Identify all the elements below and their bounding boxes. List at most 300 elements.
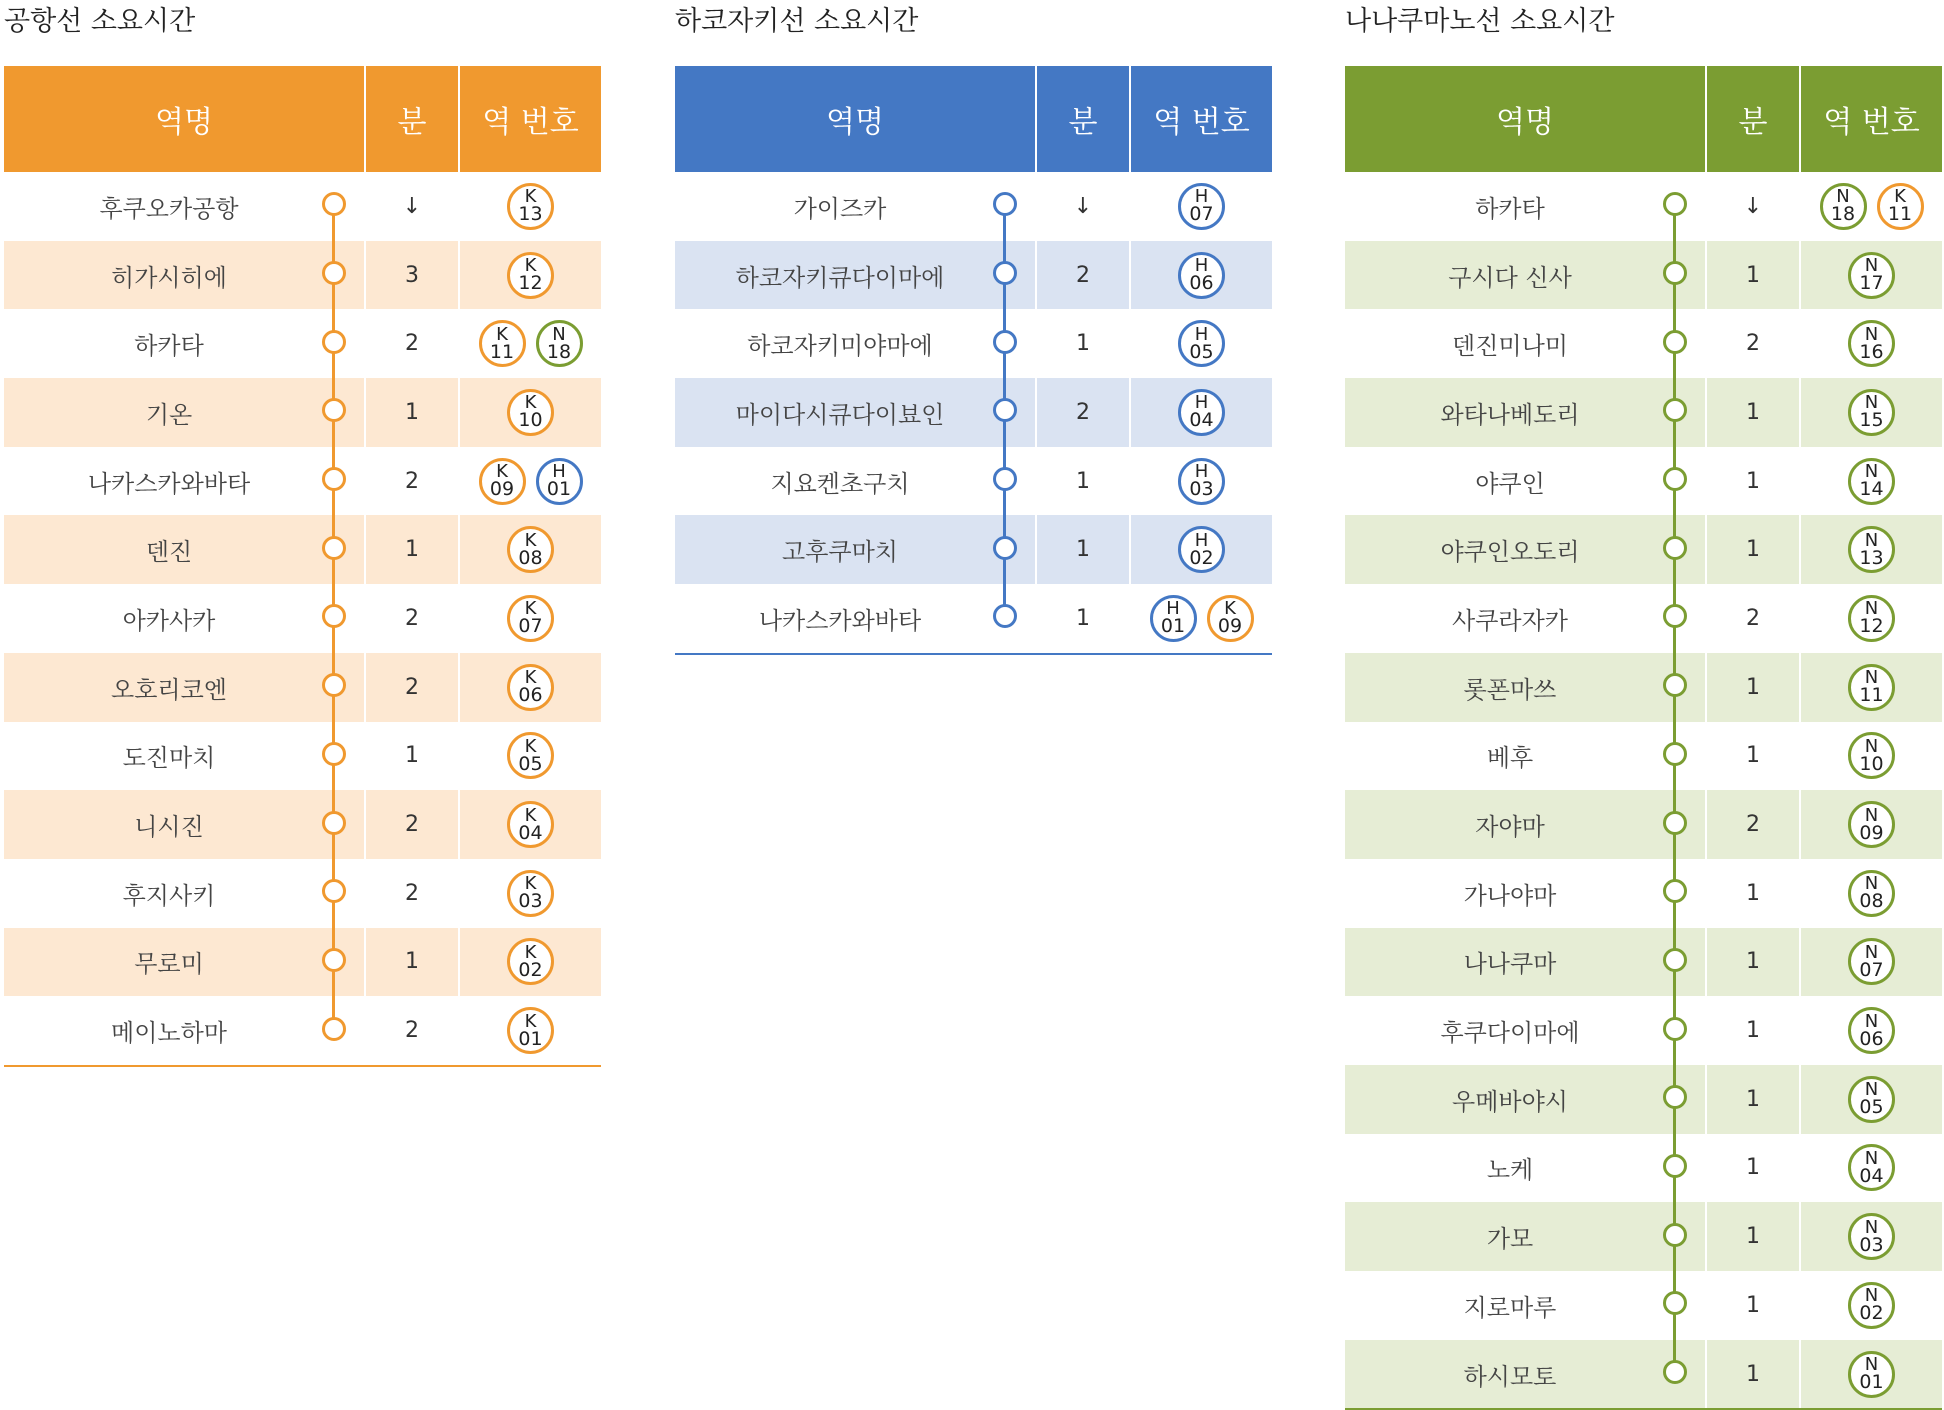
station-code-badge xyxy=(1848,1076,1895,1123)
station-node-icon xyxy=(993,467,1017,491)
station-cell xyxy=(1345,859,1707,928)
travel-time-table xyxy=(1345,66,1942,1410)
table-bottom-border xyxy=(4,1065,601,1067)
station-number-cell xyxy=(1801,515,1942,584)
station-node-icon xyxy=(1663,1085,1687,1109)
station-number-cell xyxy=(1801,309,1942,378)
station-cell xyxy=(4,653,366,722)
minutes-cell: 1 xyxy=(1037,515,1131,584)
station-code-badge xyxy=(1848,320,1895,367)
station-code-badge xyxy=(507,870,554,917)
table-row xyxy=(1345,584,1942,653)
station-number-cell xyxy=(1801,928,1942,997)
station-number-cell xyxy=(460,653,601,722)
badge-line-letter: N xyxy=(1864,255,1879,277)
station-number-cell xyxy=(460,378,601,447)
table-row xyxy=(4,172,601,241)
badge-line-letter: H xyxy=(1194,186,1209,208)
station-code-badge xyxy=(479,320,526,367)
badge-line-letter: K xyxy=(524,529,537,551)
station-name: 하코자키큐다이마에 xyxy=(735,263,945,292)
minutes-cell: 2 xyxy=(366,309,460,378)
badge-line-letter: K xyxy=(524,873,537,895)
station-code-badge xyxy=(536,320,583,367)
station-code-badge xyxy=(536,458,583,505)
minutes-cell: 2 xyxy=(1037,241,1131,310)
badge-line-letter: H xyxy=(1194,461,1209,483)
station-code-badge xyxy=(1820,183,1867,230)
header-minutes: 분 xyxy=(1707,66,1801,172)
station-number-cell xyxy=(460,241,601,310)
minutes-cell: 1 xyxy=(1707,515,1801,584)
station-number-cell xyxy=(460,447,601,516)
station-node-icon xyxy=(1663,536,1687,560)
badge-line-letter: N xyxy=(1864,873,1879,895)
station-name: 히가시히에 xyxy=(111,263,227,292)
station-cell xyxy=(1345,722,1707,791)
badge-line-letter: K xyxy=(524,255,537,277)
header-station-name: 역명 xyxy=(675,66,1037,172)
station-node-icon xyxy=(993,536,1017,560)
station-code-badge xyxy=(507,526,554,573)
station-rows xyxy=(4,172,601,1065)
minutes-cell: 1 xyxy=(1707,1065,1801,1134)
badge-station-number: 08 xyxy=(518,546,543,569)
minutes-cell: 1 xyxy=(1707,1340,1801,1409)
station-number-cell xyxy=(1801,1271,1942,1340)
station-node-icon xyxy=(1663,948,1687,972)
minutes-cell: 1 xyxy=(366,722,460,791)
station-cell xyxy=(4,172,366,241)
station-number-cell xyxy=(1131,515,1272,584)
station-number-cell xyxy=(460,928,601,997)
badge-line-letter: H xyxy=(1166,598,1180,620)
table-row xyxy=(1345,928,1942,997)
badge-station-number: 09 xyxy=(1217,615,1243,638)
table-row xyxy=(4,996,601,1065)
badge-station-number: 12 xyxy=(1859,615,1884,638)
station-cell xyxy=(675,172,1037,241)
header-minutes: 분 xyxy=(1037,66,1131,172)
station-code-badge xyxy=(1848,1007,1895,1054)
minutes-cell: 1 xyxy=(1707,722,1801,791)
badge-line-letter: K xyxy=(524,598,537,620)
table-row xyxy=(675,447,1272,516)
station-name: 와타나베도리 xyxy=(1440,400,1580,429)
badge-station-number: 06 xyxy=(518,684,543,707)
station-cell xyxy=(1345,1271,1707,1340)
minutes-cell: 1 xyxy=(1707,447,1801,516)
station-cell xyxy=(1345,309,1707,378)
header-station-name: 역명 xyxy=(1345,66,1707,172)
station-cell xyxy=(1345,172,1707,241)
station-cell xyxy=(675,378,1037,447)
minutes-cell: 2 xyxy=(366,653,460,722)
table-row xyxy=(1345,309,1942,378)
station-name: 하카타 xyxy=(1475,194,1545,223)
table-row xyxy=(1345,1271,1942,1340)
station-node-icon xyxy=(1663,604,1687,628)
table-row xyxy=(1345,1340,1942,1409)
station-code-badge xyxy=(1848,870,1895,917)
table-row xyxy=(4,859,601,928)
station-node-icon xyxy=(322,811,346,835)
station-node-icon xyxy=(322,604,346,628)
station-name: 가모 xyxy=(1486,1225,1534,1254)
station-cell xyxy=(675,447,1037,516)
badge-station-number: 05 xyxy=(518,752,543,775)
minutes-cell: 2 xyxy=(366,584,460,653)
panel-title: 공항선 소요시간 xyxy=(4,6,196,37)
badge-line-letter: N xyxy=(1864,392,1879,414)
header-station-number: 역 번호 xyxy=(1823,105,1920,140)
table-header xyxy=(675,66,1272,172)
badge-line-letter: N xyxy=(1864,598,1879,620)
station-code-badge xyxy=(1848,526,1895,573)
badge-station-number: 11 xyxy=(1859,684,1884,707)
station-name: 하코자키미야마에 xyxy=(747,332,933,361)
station-cell xyxy=(4,309,366,378)
station-node-icon xyxy=(322,536,346,560)
header-station-number: 역 번호 xyxy=(1153,105,1250,140)
badge-station-number: 07 xyxy=(518,615,543,638)
station-node-icon xyxy=(322,1017,346,1041)
minutes-cell: 1 xyxy=(1707,1202,1801,1271)
station-number-cell xyxy=(1801,722,1942,791)
station-node-icon xyxy=(1663,330,1687,354)
station-node-icon xyxy=(322,879,346,903)
station-cell xyxy=(1345,378,1707,447)
station-name: 노케 xyxy=(1486,1156,1534,1185)
station-cell xyxy=(4,790,366,859)
table-row xyxy=(1345,859,1942,928)
badge-line-letter: H xyxy=(552,461,566,483)
table-row xyxy=(1345,378,1942,447)
station-node-icon xyxy=(1663,742,1687,766)
station-node-icon xyxy=(1663,1360,1687,1384)
station-cell xyxy=(1345,928,1707,997)
badge-line-letter: N xyxy=(1864,1216,1879,1238)
station-code-badge xyxy=(1178,183,1225,230)
badge-line-letter: N xyxy=(1864,941,1879,963)
station-number-cell xyxy=(1131,241,1272,310)
station-name: 고후쿠마치 xyxy=(782,538,898,567)
badge-station-number: 17 xyxy=(1859,272,1884,295)
station-cell xyxy=(4,515,366,584)
badge-line-letter: K xyxy=(524,804,537,826)
station-name: 나나쿠마 xyxy=(1463,950,1557,979)
badge-line-letter: K xyxy=(496,461,508,483)
minutes-cell: 1 xyxy=(1707,653,1801,722)
station-number-cell xyxy=(1801,1065,1942,1134)
travel-time-table xyxy=(675,66,1272,655)
minutes-cell: 2 xyxy=(366,859,460,928)
minutes-cell: ↓ xyxy=(1707,172,1801,241)
station-code-badge xyxy=(1848,1351,1895,1398)
station-code-badge xyxy=(1207,595,1254,642)
table-row xyxy=(1345,172,1942,241)
station-name: 메이노하마 xyxy=(111,1019,227,1048)
table-row xyxy=(1345,1134,1942,1203)
station-cell xyxy=(4,378,366,447)
station-name: 사쿠라자카 xyxy=(1452,606,1568,635)
badge-station-number: 10 xyxy=(518,409,543,432)
station-cell xyxy=(675,515,1037,584)
station-cell xyxy=(1345,515,1707,584)
badge-line-letter: N xyxy=(552,323,566,345)
station-rows xyxy=(1345,172,1942,1408)
station-code-badge xyxy=(1178,389,1225,436)
station-node-icon xyxy=(993,192,1017,216)
station-node-icon xyxy=(993,604,1017,628)
badge-station-number: 09 xyxy=(489,478,515,501)
station-number-cell xyxy=(1801,1202,1942,1271)
badge-line-letter: N xyxy=(1864,1079,1879,1101)
station-code-badge xyxy=(1848,801,1895,848)
badge-station-number: 04 xyxy=(518,821,543,844)
table-header xyxy=(1345,66,1942,172)
minutes-cell: 2 xyxy=(366,996,460,1065)
table-row xyxy=(4,722,601,791)
table-row xyxy=(675,241,1272,310)
station-code-badge xyxy=(507,732,554,779)
minutes-cell: 1 xyxy=(1037,584,1131,653)
table-row xyxy=(4,378,601,447)
station-node-icon xyxy=(1663,398,1687,422)
table-row xyxy=(4,790,601,859)
station-number-cell xyxy=(1801,996,1942,1065)
station-number-cell xyxy=(1131,172,1272,241)
station-name: 지로마루 xyxy=(1463,1293,1557,1322)
table-bottom-border xyxy=(675,653,1272,655)
table-row xyxy=(1345,653,1942,722)
station-number-cell xyxy=(1801,447,1942,516)
badge-station-number: 13 xyxy=(518,203,543,226)
table-row xyxy=(1345,1202,1942,1271)
hakozaki-line-panel xyxy=(675,0,1272,655)
table-row xyxy=(4,928,601,997)
station-cell xyxy=(1345,1340,1707,1409)
badge-station-number: 02 xyxy=(518,958,543,981)
station-node-icon xyxy=(993,261,1017,285)
badge-station-number: 04 xyxy=(1189,409,1214,432)
badge-station-number: 01 xyxy=(546,478,572,501)
station-name: 하카타 xyxy=(134,332,204,361)
badge-line-letter: N xyxy=(1864,804,1879,826)
station-name: 후지사키 xyxy=(122,881,216,910)
station-cell xyxy=(4,928,366,997)
badge-line-letter: H xyxy=(1194,323,1209,345)
badge-line-letter: K xyxy=(524,392,537,414)
badge-line-letter: K xyxy=(524,667,537,689)
station-node-icon xyxy=(322,192,346,216)
travel-time-table xyxy=(4,66,601,1067)
station-cell xyxy=(1345,1065,1707,1134)
station-number-cell xyxy=(460,172,601,241)
badge-station-number: 13 xyxy=(1859,546,1884,569)
minutes-cell: 1 xyxy=(1707,928,1801,997)
station-cell xyxy=(4,722,366,791)
table-row xyxy=(4,584,601,653)
station-code-badge xyxy=(507,938,554,985)
badge-station-number: 06 xyxy=(1189,272,1214,295)
station-number-cell xyxy=(460,790,601,859)
station-node-icon xyxy=(1663,192,1687,216)
station-cell xyxy=(1345,584,1707,653)
badge-station-number: 05 xyxy=(1859,1096,1884,1119)
table-row xyxy=(1345,722,1942,791)
badge-station-number: 11 xyxy=(1887,203,1913,226)
station-code-badge xyxy=(507,1007,554,1054)
station-code-badge xyxy=(1877,183,1924,230)
table-row xyxy=(1345,447,1942,516)
table-row xyxy=(4,241,601,310)
table-row xyxy=(1345,1065,1942,1134)
station-number-cell xyxy=(1801,1340,1942,1409)
station-node-icon xyxy=(322,261,346,285)
station-code-badge xyxy=(1178,252,1225,299)
badge-station-number: 10 xyxy=(1859,752,1884,775)
minutes-cell: 1 xyxy=(1707,241,1801,310)
minutes-cell: 2 xyxy=(1707,309,1801,378)
station-code-badge xyxy=(479,458,526,505)
badge-line-letter: N xyxy=(1864,1354,1879,1376)
minutes-cell: 2 xyxy=(366,790,460,859)
station-node-icon xyxy=(1663,673,1687,697)
table-row xyxy=(675,378,1272,447)
minutes-cell: 1 xyxy=(1037,309,1131,378)
station-node-icon xyxy=(1663,811,1687,835)
station-code-badge xyxy=(1178,320,1225,367)
table-header xyxy=(4,66,601,172)
station-number-cell xyxy=(1801,172,1942,241)
station-name: 덴진 xyxy=(145,538,193,567)
station-code-badge xyxy=(1848,938,1895,985)
minutes-cell: 1 xyxy=(1707,996,1801,1065)
badge-station-number: 12 xyxy=(518,272,543,295)
minutes-cell: 2 xyxy=(1037,378,1131,447)
minutes-cell: 1 xyxy=(366,928,460,997)
panel-title: 하코자키선 소요시간 xyxy=(675,6,919,37)
badge-line-letter: N xyxy=(1864,1010,1879,1032)
station-name: 무로미 xyxy=(134,950,204,979)
station-code-badge xyxy=(1848,1144,1895,1191)
station-number-cell xyxy=(460,859,601,928)
badge-station-number: 02 xyxy=(1859,1302,1884,1325)
station-code-badge xyxy=(507,252,554,299)
station-name: 오호리코엔 xyxy=(111,675,227,704)
station-number-cell xyxy=(1801,378,1942,447)
station-cell xyxy=(4,447,366,516)
station-cell xyxy=(4,241,366,310)
station-name: 도진마치 xyxy=(122,744,216,773)
badge-line-letter: K xyxy=(524,735,537,757)
station-code-badge xyxy=(507,801,554,848)
station-node-icon xyxy=(322,398,346,422)
station-name: 야쿠인오도리 xyxy=(1440,538,1580,567)
table-row xyxy=(675,172,1272,241)
station-number-cell xyxy=(1131,584,1272,653)
station-cell xyxy=(4,859,366,928)
badge-station-number: 01 xyxy=(1160,615,1186,638)
badge-line-letter: H xyxy=(1194,529,1209,551)
station-cell xyxy=(4,996,366,1065)
badge-line-letter: K xyxy=(1894,186,1906,208)
station-code-badge xyxy=(507,389,554,436)
station-cell xyxy=(675,309,1037,378)
station-name: 니시진 xyxy=(134,813,204,842)
nanakuma-line-panel xyxy=(1345,0,1942,1410)
badge-station-number: 08 xyxy=(1859,890,1884,913)
station-number-cell xyxy=(1801,790,1942,859)
badge-station-number: 07 xyxy=(1859,958,1884,981)
station-node-icon xyxy=(1663,1154,1687,1178)
station-node-icon xyxy=(1663,1291,1687,1315)
minutes-cell: 1 xyxy=(1707,859,1801,928)
station-name: 구시다 신사 xyxy=(1448,263,1572,292)
station-code-badge xyxy=(1848,389,1895,436)
station-code-badge xyxy=(1848,1282,1895,1329)
station-code-badge xyxy=(1848,252,1895,299)
badge-line-letter: K xyxy=(524,186,537,208)
station-number-cell xyxy=(460,515,601,584)
badge-station-number: 03 xyxy=(1859,1233,1884,1256)
badge-station-number: 01 xyxy=(518,1027,543,1050)
badge-station-number: 03 xyxy=(1189,478,1214,501)
badge-line-letter: N xyxy=(1864,735,1879,757)
station-code-badge xyxy=(1848,1213,1895,1260)
station-name: 하시모토 xyxy=(1463,1362,1557,1391)
station-name: 후쿠오카공항 xyxy=(99,194,239,223)
table-row xyxy=(4,515,601,584)
station-name: 지요켄초구치 xyxy=(770,469,910,498)
station-node-icon xyxy=(993,330,1017,354)
station-node-icon xyxy=(322,673,346,697)
station-name: 롯폰마쓰 xyxy=(1463,675,1557,704)
station-name: 기온 xyxy=(145,400,193,429)
header-minutes: 분 xyxy=(366,66,460,172)
station-name: 가이즈카 xyxy=(793,194,887,223)
badge-line-letter: H xyxy=(1194,392,1209,414)
badge-station-number: 14 xyxy=(1859,478,1884,501)
table-row xyxy=(675,584,1272,653)
station-rows xyxy=(675,172,1272,653)
station-node-icon xyxy=(322,330,346,354)
table-row xyxy=(1345,515,1942,584)
table-row xyxy=(1345,241,1942,310)
minutes-cell: ↓ xyxy=(1037,172,1131,241)
station-cell xyxy=(1345,996,1707,1065)
station-name: 가나야마 xyxy=(1463,881,1557,910)
badge-station-number: 18 xyxy=(1830,203,1856,226)
station-node-icon xyxy=(993,398,1017,422)
station-cell xyxy=(1345,1134,1707,1203)
badge-line-letter: K xyxy=(496,323,508,345)
badge-line-letter: N xyxy=(1864,323,1879,345)
station-number-cell xyxy=(1801,584,1942,653)
minutes-cell: 3 xyxy=(366,241,460,310)
station-cell xyxy=(4,584,366,653)
minutes-cell: 2 xyxy=(1707,790,1801,859)
route-line xyxy=(1673,206,1676,1374)
station-cell xyxy=(1345,241,1707,310)
badge-line-letter: K xyxy=(524,1010,537,1032)
badge-line-letter: K xyxy=(1224,598,1236,620)
badge-line-letter: N xyxy=(1864,667,1879,689)
badge-station-number: 03 xyxy=(518,890,543,913)
table-row xyxy=(4,447,601,516)
table-row xyxy=(4,309,601,378)
